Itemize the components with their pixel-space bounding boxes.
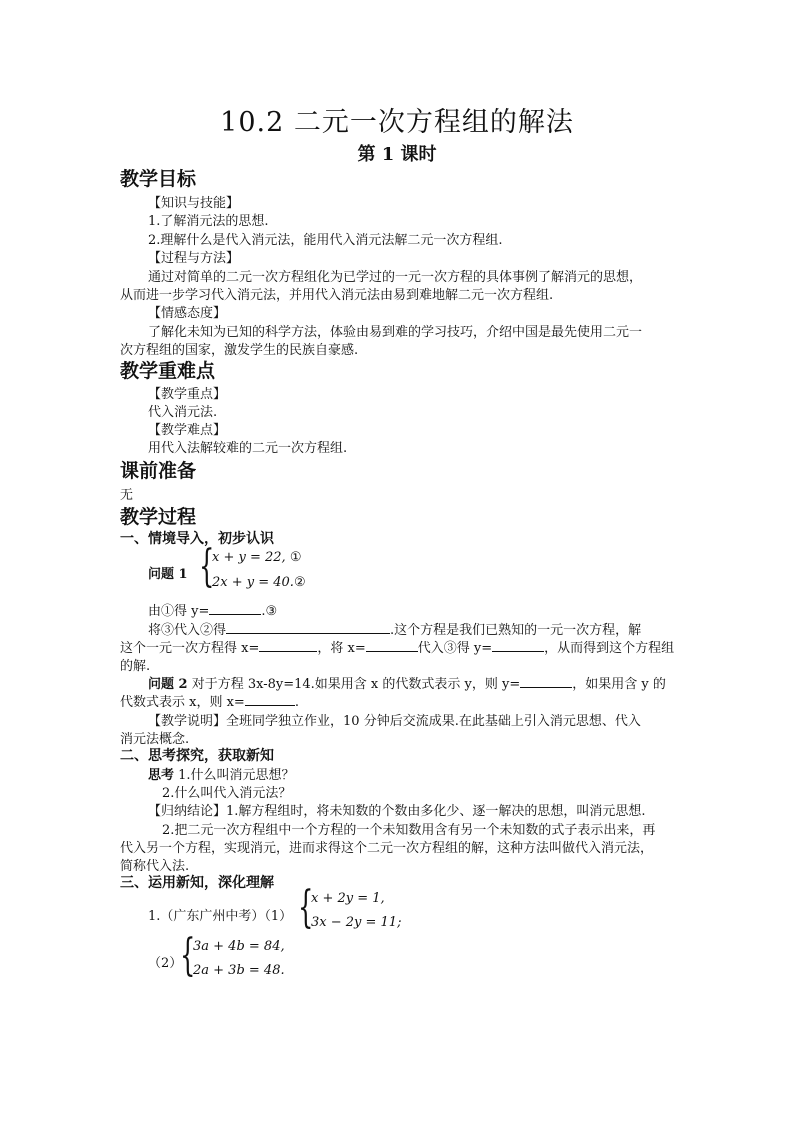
blank-y-expr[interactable] [520, 675, 572, 688]
hard-tag: 【教学难点】 [148, 423, 227, 438]
step-2: 将③代入②得 .这个方程是我们已熟知的一元一次方程，解 [148, 623, 642, 638]
exercise-1-label: 1.（广东广州中考）（1） [148, 909, 293, 924]
ex2-equation-2: 2a + 3b = 48. [193, 963, 285, 978]
step-1: 由①得 y= .③ [148, 604, 278, 619]
emotion-text-2: 次方程组的国家，激发学生的民族自豪感. [120, 343, 359, 358]
hard-text: 用代入法解较难的二元一次方程组. [148, 441, 348, 456]
teaching-note-2: 消元法概念. [120, 732, 190, 747]
emotion-text-1: 了解化未知为已知的科学方法，体验由易到难的学习技巧，介绍中国是最先使用二元一 [148, 325, 643, 340]
blank-x-expr[interactable] [245, 693, 295, 706]
q1-equation-1: x + y = 22, ① [212, 550, 302, 565]
section-heading-process: 教学过程 [120, 506, 197, 528]
conclusion-2: 2.把二元一次方程组中一个方程的一个未知数用含有另一个未知数的式子表示出来，再 [162, 823, 656, 838]
process-text-1: 通过对简单的二元一次方程组化为已学过的一元一次方程的具体事例了解消元的思想， [148, 270, 643, 285]
blank-equation[interactable] [226, 621, 390, 634]
subsection-2: 二、思考探究，获取新知 [120, 748, 274, 764]
question-2: 问题 2 对于方程 3x-8y=14.如果用含 x 的代数式表示 y，则 y= ，如果用含 y 的 [148, 677, 666, 692]
section-heading-key: 教学重难点 [120, 360, 216, 382]
think-1: 思考 1.什么叫消元思想？ [148, 768, 295, 783]
blank-x-2[interactable] [366, 639, 418, 652]
brace-ex1: { [298, 882, 314, 933]
ex1-equation-2: 3x − 2y = 11; [311, 915, 402, 930]
subsection-1: 一、情境导入，初步认识 [120, 531, 274, 547]
knowledge-tag: 【知识与技能】 [148, 196, 240, 211]
section-heading-goals: 教学目标 [120, 168, 197, 190]
step-3: 这个一元一次方程得 x= ，将 x= 代入③得 y= ，从而得到这个方程组 [120, 641, 675, 656]
question-1-label: 问题 1 [148, 567, 188, 582]
page-title: 10.2 二元一次方程组的解法 [220, 107, 574, 138]
key-tag: 【教学重点】 [148, 387, 227, 402]
think-2: 2.什么叫代入消元法？ [162, 786, 292, 801]
emotion-tag: 【情感态度】 [148, 306, 227, 321]
process-tag: 【过程与方法】 [148, 251, 240, 266]
step-4: 的解. [120, 659, 151, 674]
blank-x[interactable] [259, 639, 317, 652]
knowledge-item-2: 2.理解什么是代入消元法，能用代入消元法解二元一次方程组. [148, 233, 503, 248]
conclusion-4: 简称代入法. [120, 859, 190, 874]
ex1-equation-1: x + 2y = 1, [311, 891, 385, 906]
question-2-cont: 代数式表示 x，则 x= . [120, 695, 299, 710]
conclusion-3: 代入另一个方程，实现消元，进而求得这个二元一次方程组的解，这种方法叫做代入消元法， [120, 841, 654, 856]
subsection-3: 三、运用新知，深化理解 [120, 875, 274, 891]
teaching-note-1: 【教学说明】全班同学独立作业，10 分钟后交流成果.在此基础上引入消元思想、代入 [148, 714, 641, 729]
brace-q1: { [199, 541, 215, 592]
prep-text: 无 [120, 488, 134, 503]
q1-equation-2: 2x + y = 40.② [212, 575, 306, 590]
knowledge-item-1: 1.了解消元法的思想. [148, 214, 269, 229]
section-heading-prep: 课前准备 [120, 460, 197, 482]
brace-ex2: { [180, 930, 196, 981]
blank-y-2[interactable] [492, 639, 544, 652]
exercise-2-label: （2） [148, 956, 183, 971]
conclusion-1: 【归纳结论】1.解方程组时，将未知数的个数由多化少、逐一解决的思想，叫消元思想. [148, 804, 646, 819]
page-subtitle: 第 1 课时 [357, 144, 437, 165]
process-text-2: 从而进一步学习代入消元法，并用代入消元法由易到难地解二元一次方程组. [120, 288, 554, 303]
blank-y[interactable] [209, 602, 261, 615]
key-text: 代入消元法. [148, 405, 218, 420]
ex2-equation-1: 3a + 4b = 84, [193, 939, 285, 954]
